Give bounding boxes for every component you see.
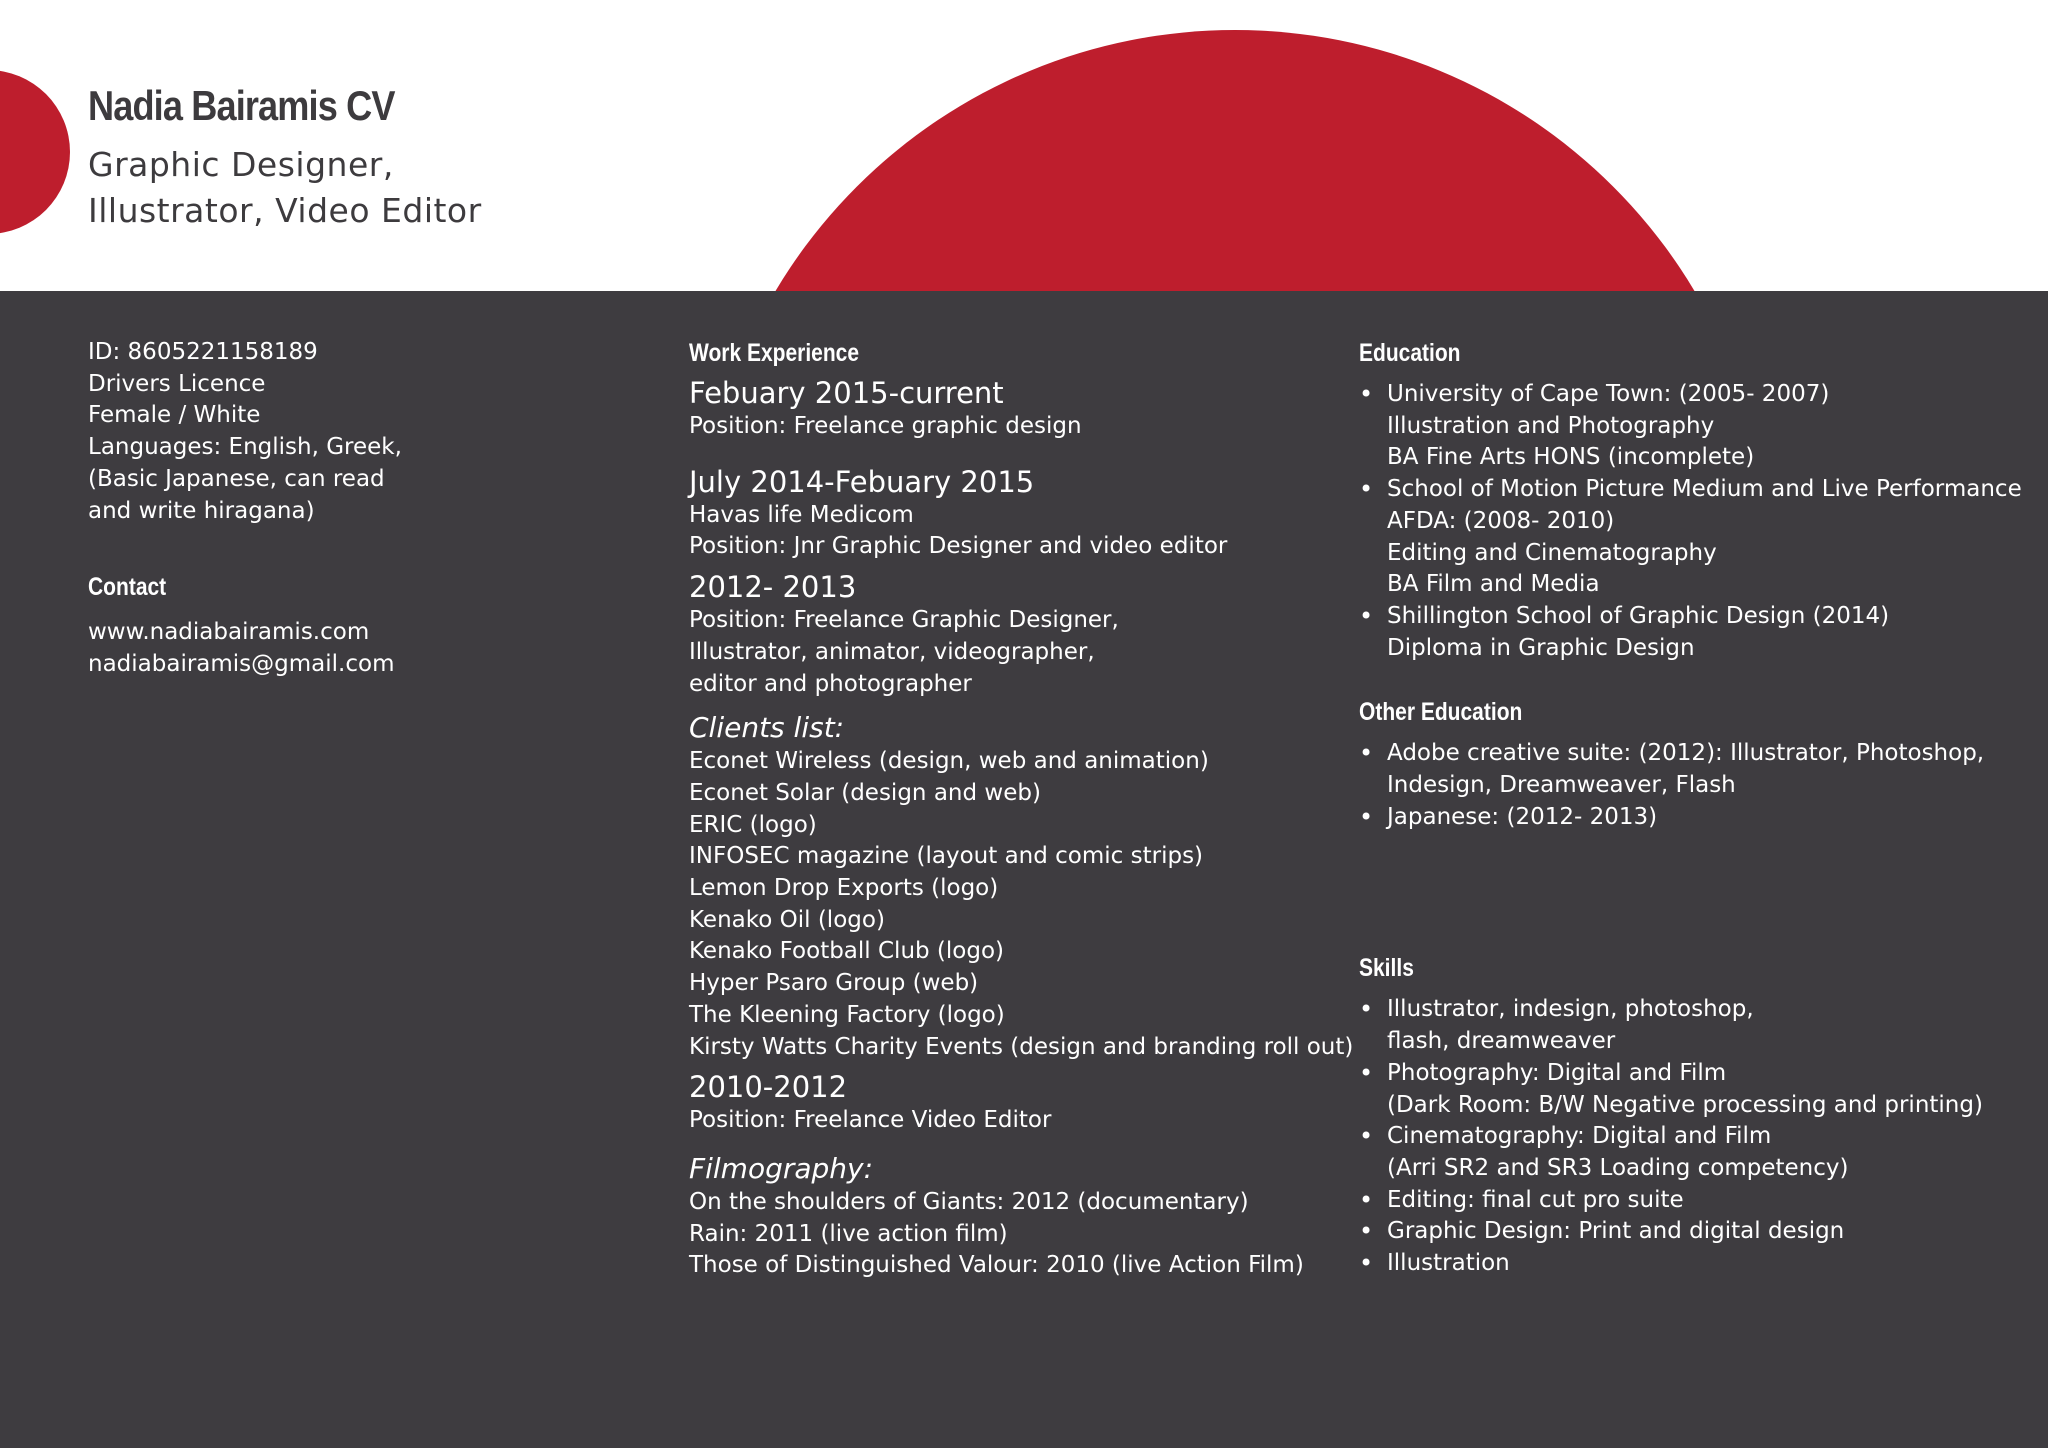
education-line: • University of Cape Town: (2005- 2007) xyxy=(1387,381,1830,407)
film-item: Rain: 2011 (live action film) xyxy=(689,1220,1008,1247)
client-item: Hyper Psaro Group (web) xyxy=(689,970,979,997)
cv-title: Nadia Bairamis CV xyxy=(88,82,395,129)
list-item xyxy=(1359,738,2039,801)
list-item xyxy=(1359,994,2039,1057)
personal-info xyxy=(88,337,608,527)
content-panel xyxy=(0,291,2048,1448)
education-column xyxy=(1359,337,2039,1280)
client-item: Kirsty Watts Charity Events (design and branding roll out) xyxy=(689,1033,1354,1060)
other-education-line: Indesign, Dreamweaver, Flash xyxy=(1387,772,1736,799)
education-line: Illustration and Photography xyxy=(1387,412,1715,439)
job-entry xyxy=(689,1069,1349,1137)
languages-line: and write hiragana) xyxy=(88,497,315,524)
job-period: July 2014-Febuary 2015 xyxy=(689,464,1035,499)
client-item: ERIC (logo) xyxy=(689,811,817,838)
education-list xyxy=(1359,379,2039,664)
role-subtitle xyxy=(88,142,482,234)
education-line: BA Film and Media xyxy=(1387,571,1600,598)
client-item: Lemon Drop Exports (logo) xyxy=(689,875,999,902)
film-item: On the shoulders of Giants: 2012 (documentary) xyxy=(689,1188,1249,1215)
skill-line: • Editing: final cut pro suite xyxy=(1387,1186,1684,1213)
skills-list xyxy=(1359,994,2039,1279)
filmography-heading: Filmography: xyxy=(689,1151,874,1185)
skill-line: (Arri SR2 and SR3 Loading competency) xyxy=(1387,1154,1849,1181)
clients-heading: Clients list: xyxy=(689,711,845,745)
list-item xyxy=(1359,1248,2039,1280)
job-period: 2012- 2013 xyxy=(689,570,857,605)
red-semicircle-decoration xyxy=(700,30,1770,291)
list-item xyxy=(1359,1216,2039,1248)
client-item: The Kleening Factory (logo) xyxy=(689,1001,1005,1028)
role-line: Graphic Designer, xyxy=(88,145,394,184)
list-item xyxy=(1359,474,2039,601)
job-line: editor and photographer xyxy=(689,670,972,697)
film-item: Those of Distinguished Valour: 2010 (live Action Film) xyxy=(689,1252,1304,1279)
work-heading: Work Experience xyxy=(689,339,860,367)
education-line: Editing and Cinematography xyxy=(1387,539,1717,566)
client-item: INFOSEC magazine (layout and comic strips) xyxy=(689,843,1204,870)
skill-line: (Dark Room: B/W Negative processing and printing) xyxy=(1387,1091,1983,1118)
job-period: Febuary 2015-current xyxy=(689,376,1004,410)
header xyxy=(0,0,2048,291)
education-heading: Education xyxy=(1359,339,1461,367)
gender-line: Female / White xyxy=(88,402,261,429)
education-line: AFDA: (2008- 2010) xyxy=(1387,507,1615,534)
other-education-line: • Japanese: (2012- 2013) xyxy=(1387,803,1658,830)
job-line: Position: Freelance Video Editor xyxy=(689,1107,1052,1134)
job-line: Illustrator, animator, videographer, xyxy=(689,638,1095,665)
id-line: ID: 8605221158189 xyxy=(88,339,318,365)
education-line: • School of Motion Picture Medium and Live Performance xyxy=(1387,476,2022,503)
client-item: Kenako Football Club (logo) xyxy=(689,938,1005,965)
languages-line: (Basic Japanese, can read xyxy=(88,465,385,492)
education-line: Diploma in Graphic Design xyxy=(1387,634,1695,661)
list-item xyxy=(1359,601,2039,664)
education-line: BA Fine Arts HONS (incomplete) xyxy=(1387,444,1755,471)
job-line: Position: Freelance Graphic Designer, xyxy=(689,607,1119,634)
job-line: Position: Jnr Graphic Designer and video editor xyxy=(689,533,1228,560)
job-entry xyxy=(689,569,1349,700)
red-circle-decoration xyxy=(0,70,70,234)
contact-heading: Contact xyxy=(88,573,167,602)
client-item: Kenako Oil (logo) xyxy=(689,906,885,933)
other-education-line: • Adobe creative suite: (2012): Illustrator, Photoshop, xyxy=(1387,740,1985,767)
list-item xyxy=(1359,1185,2039,1217)
job-entry xyxy=(689,464,1349,563)
list-item xyxy=(1359,1058,2039,1121)
licence-line: Drivers Licence xyxy=(88,370,266,397)
list-item xyxy=(1359,379,2039,474)
other-education-heading: Other Education xyxy=(1359,698,1523,727)
skill-line: • Illustration xyxy=(1387,1250,1510,1277)
clients-list xyxy=(689,710,1354,1063)
skill-line: • Cinematography: Digital and Film xyxy=(1387,1123,1772,1150)
filmography-list xyxy=(689,1151,1349,1282)
other-education-list xyxy=(1359,738,2039,833)
personal-column xyxy=(88,337,608,681)
client-item: Econet Solar (design and web) xyxy=(689,779,1041,806)
skills-heading: Skills xyxy=(1359,954,1414,983)
job-line: Havas life Medicom xyxy=(689,501,914,528)
job-line: Position: Freelance graphic design xyxy=(689,413,1082,439)
work-column xyxy=(689,337,1354,1282)
skill-line: • Graphic Design: Print and digital design xyxy=(1387,1218,1845,1245)
role-line: Illustrator, Video Editor xyxy=(88,191,482,230)
list-item xyxy=(1359,1121,2039,1184)
contact-section xyxy=(88,571,608,680)
email-link[interactable]: nadiabairamis@gmail.com xyxy=(88,650,395,677)
skill-line: flash, dreamweaver xyxy=(1387,1028,1616,1055)
languages-line: Languages: English, Greek, xyxy=(88,434,402,461)
education-line: • Shillington School of Graphic Design (2014) xyxy=(1387,602,1890,629)
list-item xyxy=(1359,802,2039,834)
job-period: 2010-2012 xyxy=(689,1070,848,1105)
skill-line: • Illustrator, indesign, photoshop, xyxy=(1387,996,1754,1023)
website-link[interactable]: www.nadiabairamis.com xyxy=(88,619,370,646)
job-entry xyxy=(689,375,1349,443)
client-item: Econet Wireless (design, web and animation) xyxy=(689,748,1209,775)
skill-line: • Photography: Digital and Film xyxy=(1387,1059,1727,1086)
